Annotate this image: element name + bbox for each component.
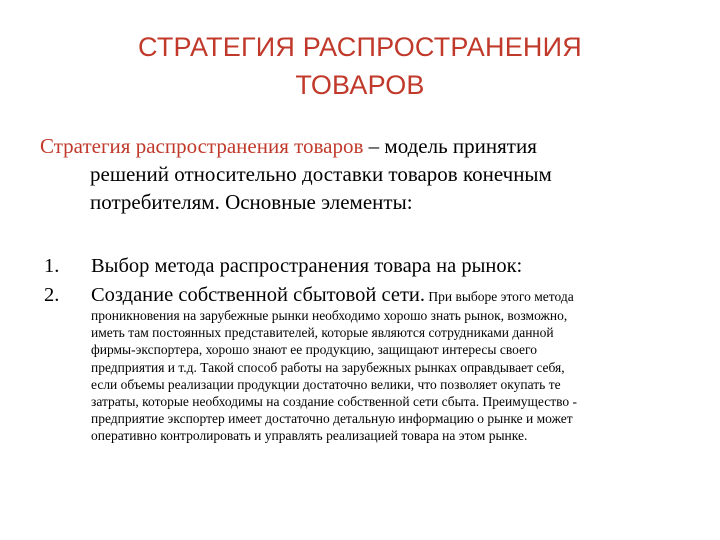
intro-paragraph — [40, 132, 690, 216]
detail-line: оперативно контролировать и управлять реализацией товара на этом рынке. — [91, 428, 528, 444]
detail-line: предприятие экспортер имеет достаточно детальную информацию о рынке и может — [91, 411, 573, 427]
list-item-number: 2. — [44, 284, 60, 306]
list-item — [44, 281, 684, 311]
numbered-list — [44, 252, 684, 445]
list-item-heading: Создание собственной сбытовой сети. — [91, 284, 426, 306]
defined-term: Стратегия распространения товаров — [40, 134, 364, 158]
slide-title-line-2: ТОВАРОВ — [295, 70, 425, 100]
definition-line-3: потребителям. Основные элементы: — [90, 190, 413, 214]
definition-start: – модель принятия — [363, 134, 537, 158]
list-item-text — [91, 284, 574, 306]
detail-line: предприятия и т.д. Такой способ работы на зарубежных рынках оправдывает себя, — [91, 359, 565, 375]
list-item-text: Выбор метода распространения товара на рынок: — [91, 255, 523, 277]
detail-line: проникновения на зарубежные рынки необходимо хорошо знать рынок, возможно, — [91, 308, 568, 323]
list-item-detail-lead: При выборе этого метода — [425, 289, 574, 304]
detail-line: затраты, которые необходимы на создание собственной сети сбыта. Преимущество - — [91, 394, 578, 410]
slide-title-line-1: СТРАТЕГИЯ РАСПРОСТРАНЕНИЯ — [138, 32, 582, 62]
list-item-detail — [44, 307, 679, 445]
definition-line-2: решений относительно доставки товаров конечным — [90, 162, 552, 186]
detail-line: если объемы реализации продукции достаточно велики, что позволяет окупать те — [91, 376, 561, 392]
detail-line: фирмы-экспортера, хорошо знают ее продукцию, защищают интересы своего — [91, 342, 537, 358]
list-item — [44, 252, 684, 281]
detail-line: иметь там постоянных представителей, которые являются сотрудниками данной — [91, 325, 554, 341]
list-item-number: 1. — [44, 255, 60, 277]
slide-title — [60, 28, 660, 104]
